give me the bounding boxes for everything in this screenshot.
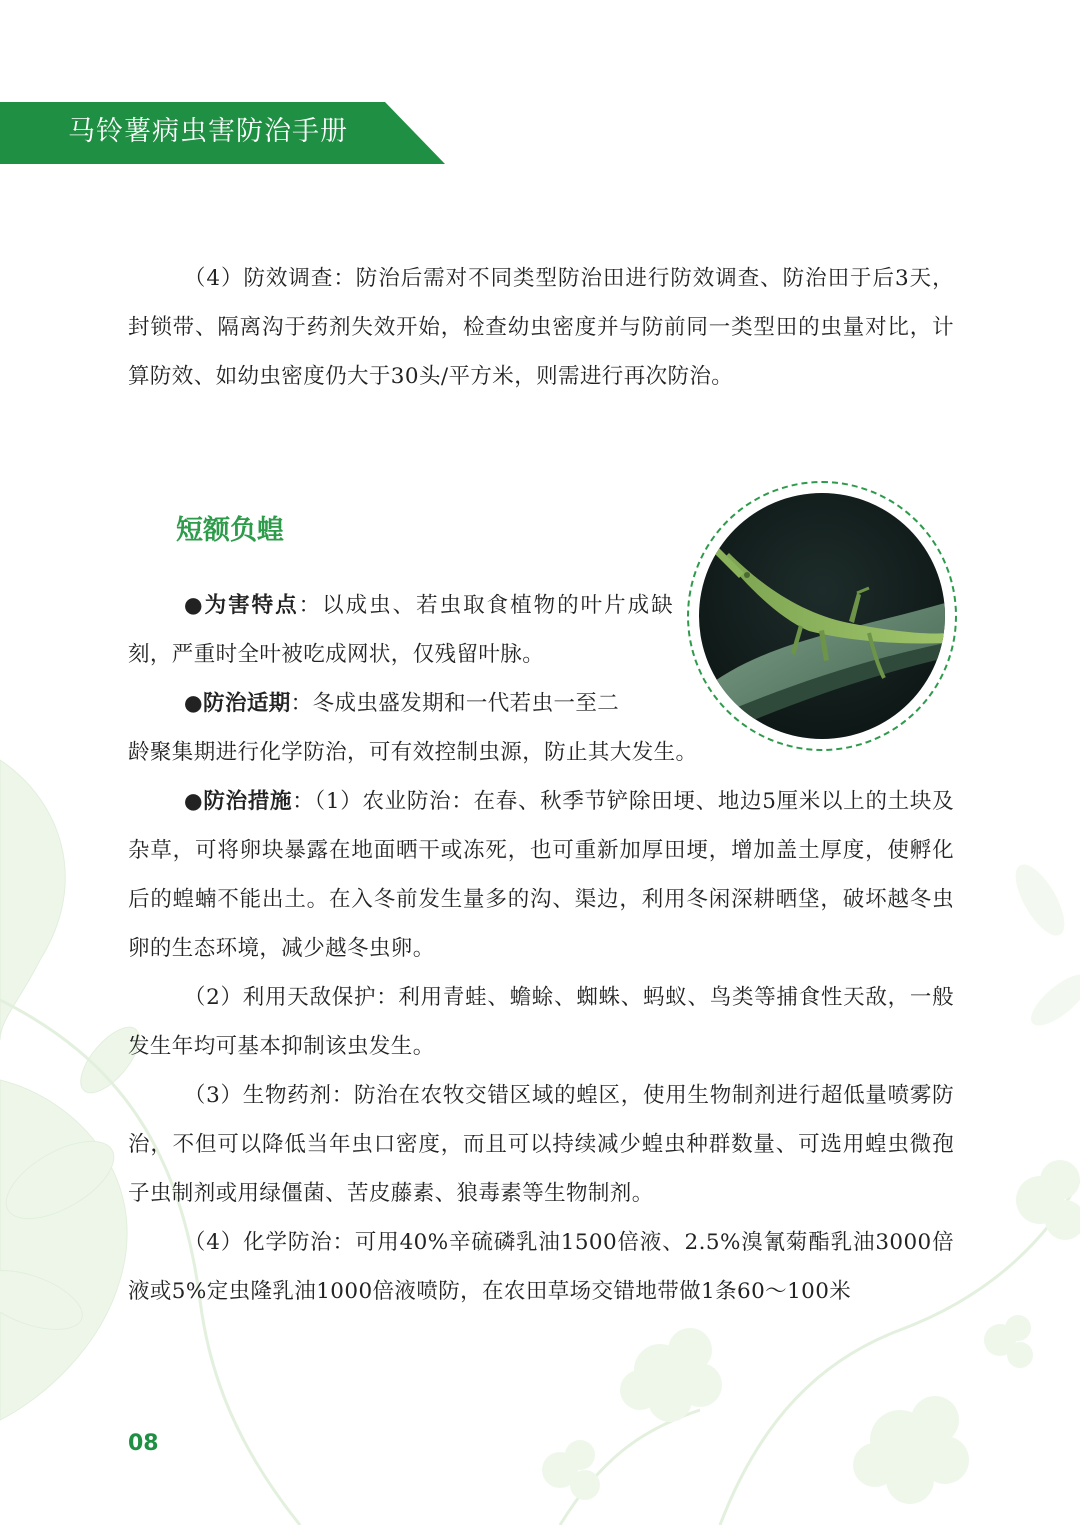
measures-label: ●防治措施 — [183, 789, 293, 814]
grasshopper-photo — [699, 493, 945, 739]
section-intro-block — [128, 581, 673, 728]
section-body-block — [128, 728, 954, 1316]
timing-paragraph-start — [128, 679, 673, 728]
measures-separator: ： — [292, 789, 315, 814]
damage-label: ●为害特点 — [183, 593, 299, 618]
measures-paragraph-1 — [128, 777, 954, 973]
header-title: 马铃薯病虫害防治手册 — [68, 116, 348, 147]
timing-label: ●防治适期 — [183, 691, 291, 716]
measures-paragraph-2: （2）利用天敌保护：利用青蛙、蟾蜍、蜘蛛、蚂蚁、鸟类等捕食性天敌，一般发生年均可基本抑制该虫发生。 — [128, 985, 954, 1059]
measures-1-text: （1）农业防治：在春、秋季节铲除田埂、地边5厘米以上的土块及杂草，可将卵块暴露在地面晒干或冻死，也可重新加厚田埂，增加盖土厚度，使孵化后的蝗蝻不能出土。在入冬前发生量多的沟、渠边，利用冬闲深耕晒垡，破坏越冬虫卵的生态环境，减少越冬虫卵。 — [128, 789, 954, 961]
measures-paragraph-3: （3）生物药剂：防治在农牧交错区域的蝗区，使用生物制剂进行超低量喷雾防治，不但可以降低当年虫口密度，而且可以持续减少蝗虫种群数量、可选用蝗虫微孢子虫制剂或用绿僵菌、苦皮藤素、狼毒素等生物制剂。 — [128, 1083, 954, 1206]
timing-text-part1: 冬成虫盛发期和一代若虫一至二 — [312, 691, 620, 716]
timing-separator: ： — [290, 691, 313, 716]
page-number: 08 — [128, 1431, 159, 1456]
section-title: 短额负蝗 — [176, 515, 284, 546]
timing-paragraph-end: 龄聚集期进行化学防治，可有效控制虫源，防止其大发生。 — [128, 740, 698, 765]
intro-paragraph: （4）防效调查：防治后需对不同类型防治田进行防效调查、防治田于后3天，封锁带、隔离沟于药剂失效开始，检查幼虫密度并与防前同一类型田的虫量对比，计算防效、如幼虫密度仍大于30头/平方米，则需进行再次防治。 — [128, 266, 954, 389]
intro-block — [128, 254, 954, 401]
damage-text: 以成虫、若虫取食植物的叶片成缺刻，严重时全叶被吃成网状，仅残留叶脉。 — [128, 593, 673, 667]
measures-paragraph-4: （4）化学防治：可用40%辛硫磷乳油1500倍液、2.5%溴氰菊酯乳油3000倍液或5%定虫隆乳油1000倍液喷防，在农田草场交错地带做1条60～100米 — [128, 1230, 954, 1304]
damage-separator: ： — [298, 593, 323, 618]
damage-paragraph — [128, 581, 673, 679]
